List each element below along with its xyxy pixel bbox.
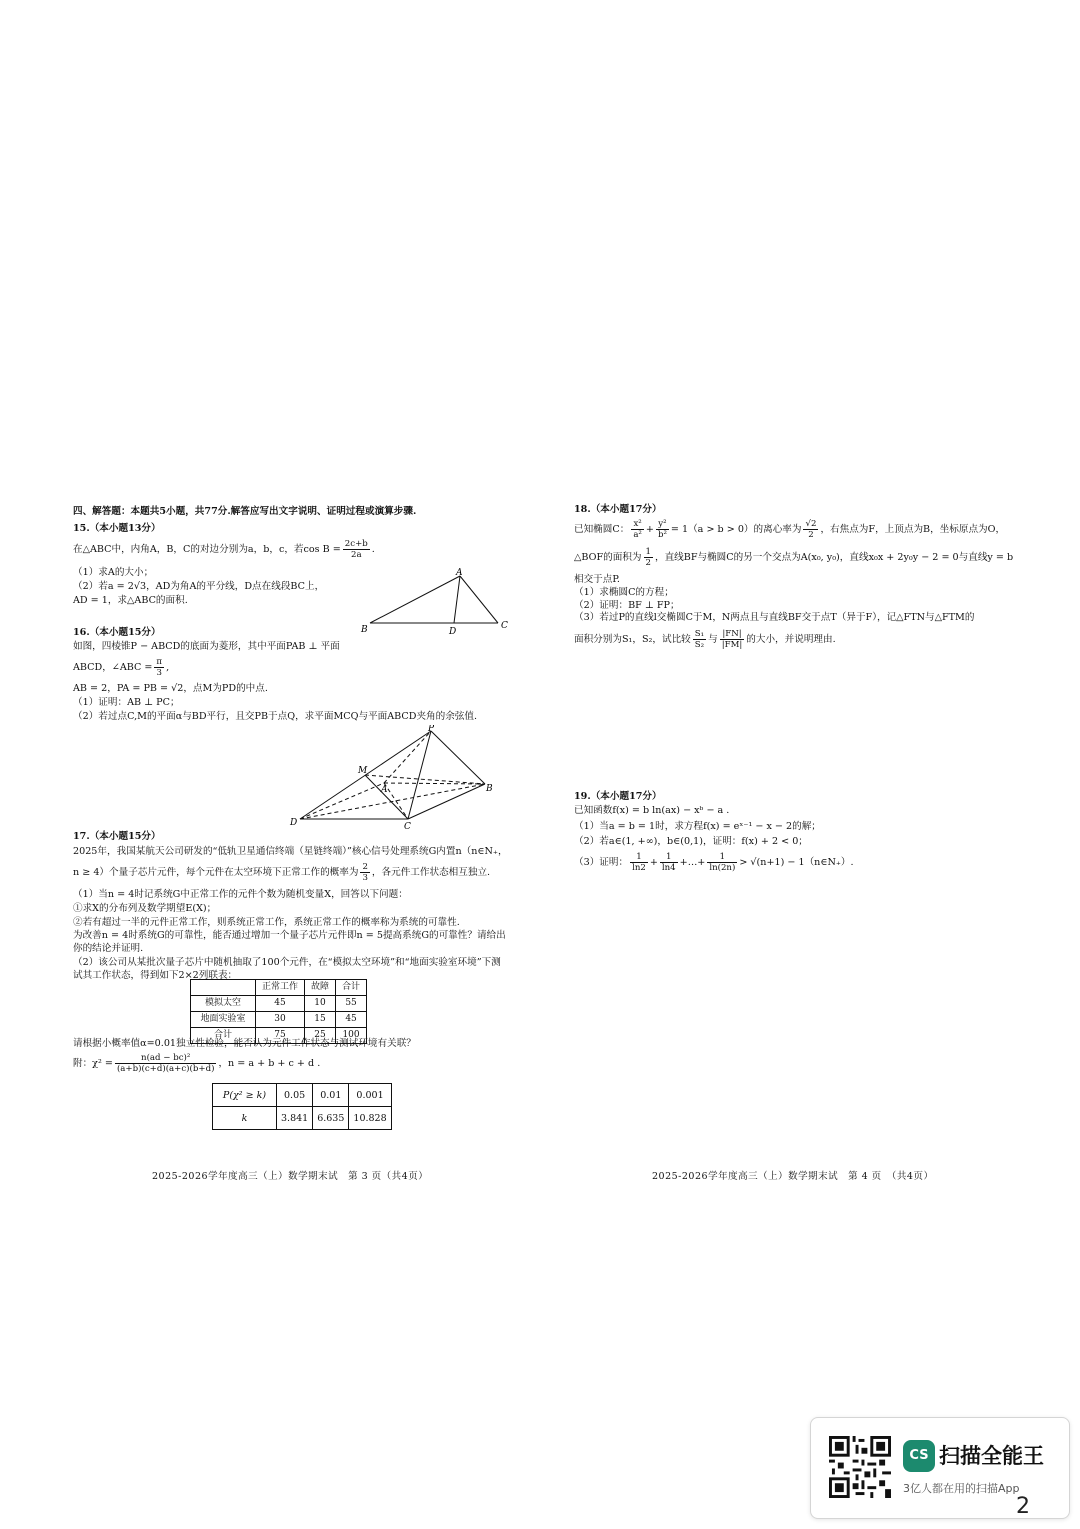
q17-line5: ②若有超过一半的元件正常工作，则系统正常工作，系统正常工作的概率称为系统的可靠性. (73, 917, 460, 928)
fraction: $\frac{2c+b}{2a}$ (344, 539, 368, 560)
label-a: A (456, 568, 463, 578)
fraction: $\frac{\text{S₁}}{\text{S₂}}$ (694, 629, 705, 650)
q15-line1: 在△ABC中，内角A，B，C的对边分别为a，b，c，若cos B = $\frac{2c+b}{2a}$ . (73, 539, 375, 560)
table-row: 正常工作 故障 合计 (191, 980, 367, 996)
critical-value-table (212, 1083, 392, 1130)
label-m: M (358, 766, 368, 776)
label-c: C (501, 621, 508, 631)
q17-line4: ①求X的分布列及数学期望E(X)； (73, 903, 217, 914)
qr-code-icon (829, 1436, 891, 1498)
q17-line3: （1）当n = 4时记系统G中正常工作的元件个数为随机变量X，回答以下问题： (73, 889, 408, 900)
footer-page-4: 2025-2026学年度高三（上）数学期末试 第 4 页 （共4页） (652, 1170, 934, 1182)
label-b: B (361, 625, 368, 635)
q17-line1: 2025年，我国某航天公司研发的“低轨卫星通信终端（星链终端）”核心信号处理系统G内置n（n∈N₊， (73, 846, 508, 857)
fraction: $\frac{1}{2}$ (645, 547, 651, 568)
camscanner-logo-icon: CS (903, 1440, 935, 1472)
q15-line3: （2）若a = 2√3，AD为角A的平分线，D点在线段BC上， (73, 581, 325, 592)
q16-heading: 16.（本小题15分） (73, 627, 161, 638)
q18-line6: （3）若过P的直线l交椭圆C于M，N两点且与直线BF交于点T（异于F），记△FTN与△FTM的 (574, 612, 975, 623)
q17-line6: 为改善n = 4时系统G的可靠性，能否通过增加一个量子芯片元件即n = 5提高系统G的可靠性？请给出 (73, 930, 506, 941)
chi-square-formula: 附：χ² = $\frac{\text{n(ad − bc)²}}{(a+b)(c+d)(a+c)(b+d)}$ ，n = a + b + c + d . (73, 1053, 321, 1074)
label-d: D (290, 818, 298, 828)
label-p: P (428, 725, 435, 734)
q16-line2: ABCD，∠ABC = $\frac{\pi}{3}$ , (73, 657, 170, 678)
q16-line3: AB = 2，PA = PB = √2，点M为PD的中点. (73, 683, 268, 694)
triangle-figure (358, 568, 518, 636)
label-d: D (449, 627, 457, 636)
fraction: $\frac{1}{\ln(2n)}$ (709, 852, 736, 873)
q18-heading: 18.（本小题17分） (574, 504, 662, 515)
table-row: P(χ² ≥ k) 0.05 0.01 0.001 (213, 1084, 392, 1107)
q17-heading: 17.（本小题15分） (73, 831, 161, 842)
q18-line2: △BOF的面积为 $\frac{1}{2}$ ，直线BF与椭圆C的另一个交点为A(x₀, y₀)，直线x₀x + 2y₀y − 2 = 0与直线y = b (574, 547, 1014, 568)
fraction: $\frac{\text{n(ad − bc)²}}{(a+b)(c+d)(a+c)(b+d)}$ (116, 1053, 215, 1074)
table-row: 地面实验室 30 15 45 (191, 1012, 367, 1028)
footer-page-3: 2025-2026学年度高三（上）数学期末试 第 3 页（共4页） (152, 1170, 429, 1182)
q16-line5: （2）若过点C,M的平面α与BD平行，且交PB于点Q，求平面MCQ与平面ABCD夹角的余弦值. (73, 711, 478, 722)
q17-line2: n ≥ 4）个量子芯片元件，每个元件在太空环境下正常工作的概率为 $\frac{2}{3}$ ，各元件工作状态相互独立. (73, 862, 491, 883)
fraction: $\frac{2}{3}$ (362, 862, 368, 883)
pyramid-figure (288, 725, 503, 830)
q17-line9: 试其工作状态，得到如下2×2列联表： (73, 970, 238, 981)
q19-line2: （1）当a = b = 1时，求方程f(x) = eˣ⁻¹ − x − 2的解； (574, 821, 821, 832)
brand-name: 扫描全能王 (939, 1444, 1044, 1468)
fraction: $\frac{1}{\ln 2}$ (632, 852, 646, 873)
camscanner-badge (810, 1417, 1070, 1519)
q16-line1: 如图，四棱锥P − ABCD的底面为菱形，其中平面PAB ⊥ 平面 (73, 641, 340, 652)
q18-line5: （2）证明：BF ⊥ FP； (574, 600, 680, 611)
q18-line4: （1）求椭圆C的方程； (574, 587, 674, 598)
q18-line7: 面积分别为S₁，S₂，试比较 $\frac{\text{S₁}}{\text{S₂}}$ 与 $\frac{|FN|}{|FM|}$ 的大小，并说明理由. (574, 629, 836, 650)
q18-line3: 相交于点P. (574, 574, 620, 585)
fraction: $\frac{1}{\ln 4}$ (661, 852, 676, 873)
q15-line2: （1）求A的大小； (73, 567, 154, 578)
fraction: $\frac{\text{x²}}{\text{a²}}$ (633, 519, 642, 540)
section-heading: 四、解答题：本题共5小题，共77分.解答应写出文字说明、证明过程或演算步骤. (73, 506, 417, 517)
q17-line7: 你的结论并证明. (73, 943, 144, 954)
page-number: 2 (1016, 1494, 1030, 1519)
fraction: $\frac{\text{y²}}{\text{b²}}$ (657, 519, 667, 540)
q17-line10: 请根据小概率值α=0.01独立性检验，能否认为元件工作状态与测试环境有关联？ (73, 1038, 416, 1049)
fraction: $\frac{√2}{2}$ (805, 519, 817, 540)
fraction: $\frac{|FN|}{|FM|}$ (721, 629, 743, 650)
brand-slogan: 3亿人都在用的扫描App (903, 1482, 1020, 1495)
label-c: C (404, 822, 411, 830)
q15-heading: 15.（本小题13分） (73, 523, 161, 534)
q16-line4: （1）证明：AB ⊥ PC； (73, 697, 180, 708)
q15-line4: AD = 1，求△ABC的面积. (73, 595, 188, 606)
q19-line3: （2）若a∈(1, +∞)，b∈(0,1)，证明：f(x) + 2 < 0； (574, 836, 808, 847)
label-b: B (486, 784, 493, 794)
q18-line1: 已知椭圆C： $\frac{\text{x²}}{\text{a²}}$ + $\frac{\text{y²}}{\text{b²}}$ = 1（a > b > 0）的离心率为 $\frac{√2}{2}$ ，右焦点为F，上顶点为B，坐标原点为O， (574, 519, 1006, 540)
label-a: A (381, 785, 388, 795)
table-row: 模拟太空 45 10 55 (191, 996, 367, 1012)
q19-line4: （3）证明： $\frac{1}{\ln 2}$ + $\frac{1}{\ln 4}$ +…+ $\frac{1}{\ln(2n)}$ > √(n+1) − 1（n∈N₊）. (574, 852, 854, 873)
q17-line8: （2）该公司从某批次量子芯片中随机抽取了100个元件，在“模拟太空环境”和“地面实验室环境”下测 (73, 957, 501, 968)
q19-line1: 已知函数f(x) = b ln(ax) − xᵇ − a . (574, 805, 730, 816)
table-row: k 3.841 6.635 10.828 (213, 1107, 392, 1130)
fraction: $\frac{\pi}{3}$ (156, 657, 163, 678)
table-row: 合计 75 25 100 (191, 1028, 367, 1044)
q19-heading: 19.（本小题17分） (574, 791, 662, 802)
contingency-table (190, 979, 367, 1044)
